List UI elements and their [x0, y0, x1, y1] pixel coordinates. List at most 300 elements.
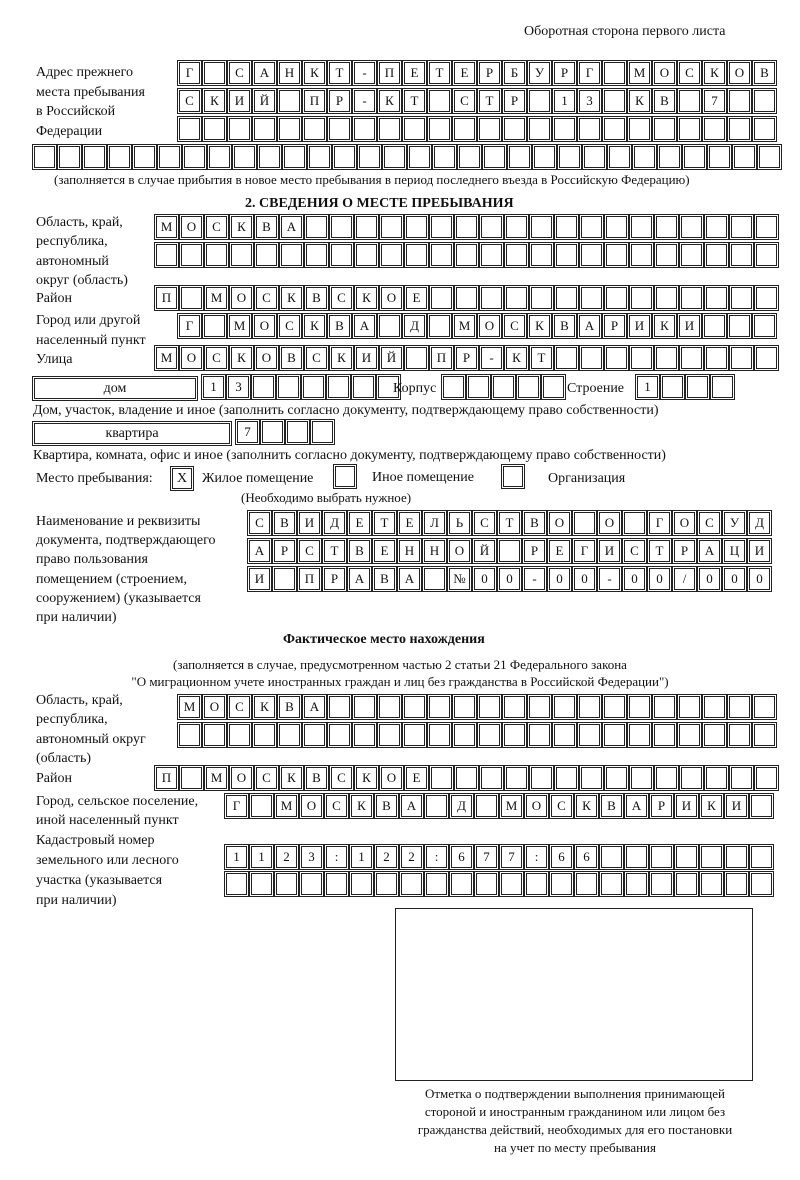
char-cell[interactable]: 0: [649, 568, 670, 590]
char-cell[interactable]: С: [206, 347, 227, 369]
char-cell[interactable]: [706, 287, 727, 309]
char-cell[interactable]: [262, 421, 283, 443]
char-cell[interactable]: [631, 244, 652, 266]
char-cell[interactable]: [701, 873, 722, 895]
char-cell[interactable]: А: [626, 795, 647, 817]
char-cell[interactable]: [181, 767, 202, 789]
char-cell[interactable]: [234, 146, 255, 168]
char-cell[interactable]: [726, 873, 747, 895]
char-cell[interactable]: К: [281, 287, 302, 309]
char-cell[interactable]: С: [504, 315, 525, 337]
char-cell[interactable]: Г: [579, 62, 600, 84]
char-cell[interactable]: А: [349, 568, 370, 590]
char-cell[interactable]: [731, 347, 752, 369]
char-cell[interactable]: [729, 724, 750, 746]
char-cell[interactable]: [454, 118, 475, 140]
char-cell[interactable]: [709, 146, 730, 168]
char-cell[interactable]: :: [326, 846, 347, 868]
char-cell[interactable]: [581, 216, 602, 238]
char-cell[interactable]: Е: [374, 540, 395, 562]
char-cell[interactable]: Л: [424, 512, 445, 534]
char-cell[interactable]: [179, 118, 200, 140]
char-cell[interactable]: [431, 216, 452, 238]
char-cell[interactable]: О: [526, 795, 547, 817]
char-cell[interactable]: К: [231, 347, 252, 369]
char-cell[interactable]: И: [749, 540, 770, 562]
char-cell[interactable]: В: [524, 512, 545, 534]
char-cell[interactable]: [279, 90, 300, 112]
char-cell[interactable]: [401, 873, 422, 895]
char-cell[interactable]: П: [156, 767, 177, 789]
char-cell[interactable]: [328, 376, 349, 398]
char-cell[interactable]: 1: [251, 846, 272, 868]
char-cell[interactable]: С: [249, 512, 270, 534]
char-cell[interactable]: [556, 767, 577, 789]
char-cell[interactable]: Т: [374, 512, 395, 534]
char-cell[interactable]: В: [754, 62, 775, 84]
char-cell[interactable]: С: [326, 795, 347, 817]
char-cell[interactable]: [379, 118, 400, 140]
char-cell[interactable]: Д: [404, 315, 425, 337]
char-cell[interactable]: /: [674, 568, 695, 590]
char-cell[interactable]: О: [674, 512, 695, 534]
char-cell[interactable]: [278, 376, 299, 398]
building-row[interactable]: [636, 376, 736, 400]
char-cell[interactable]: [329, 724, 350, 746]
char-cell[interactable]: К: [356, 767, 377, 789]
char-cell[interactable]: П: [379, 62, 400, 84]
char-cell[interactable]: [751, 873, 772, 895]
char-cell[interactable]: [279, 118, 300, 140]
char-cell[interactable]: [509, 146, 530, 168]
char-cell[interactable]: А: [399, 568, 420, 590]
char-cell[interactable]: С: [306, 347, 327, 369]
char-cell[interactable]: Е: [399, 512, 420, 534]
char-cell[interactable]: [331, 244, 352, 266]
char-cell[interactable]: [456, 216, 477, 238]
char-cell[interactable]: [204, 315, 225, 337]
char-cell[interactable]: [304, 724, 325, 746]
char-cell[interactable]: [429, 118, 450, 140]
char-cell[interactable]: К: [356, 287, 377, 309]
char-cell[interactable]: В: [654, 90, 675, 112]
char-cell[interactable]: [381, 216, 402, 238]
char-cell[interactable]: [656, 767, 677, 789]
char-cell[interactable]: [584, 146, 605, 168]
char-cell[interactable]: Р: [329, 90, 350, 112]
char-cell[interactable]: [759, 146, 780, 168]
char-cell[interactable]: [181, 244, 202, 266]
char-cell[interactable]: [326, 873, 347, 895]
char-cell[interactable]: С: [279, 315, 300, 337]
char-cell[interactable]: [706, 244, 727, 266]
char-cell[interactable]: К: [629, 90, 650, 112]
char-cell[interactable]: №: [449, 568, 470, 590]
char-cell[interactable]: [429, 90, 450, 112]
prev-address-row-1[interactable]: [178, 62, 778, 86]
char-cell[interactable]: [629, 724, 650, 746]
char-cell[interactable]: [554, 118, 575, 140]
char-cell[interactable]: [581, 287, 602, 309]
char-cell[interactable]: С: [256, 287, 277, 309]
char-cell[interactable]: [309, 146, 330, 168]
char-cell[interactable]: К: [281, 767, 302, 789]
char-cell[interactable]: И: [599, 540, 620, 562]
char-cell[interactable]: [376, 873, 397, 895]
char-cell[interactable]: [456, 244, 477, 266]
char-cell[interactable]: [609, 146, 630, 168]
char-cell[interactable]: [481, 287, 502, 309]
char-cell[interactable]: [651, 873, 672, 895]
char-cell[interactable]: С: [624, 540, 645, 562]
char-cell[interactable]: [606, 347, 627, 369]
char-cell[interactable]: [451, 873, 472, 895]
char-cell[interactable]: Т: [404, 90, 425, 112]
char-cell[interactable]: [754, 696, 775, 718]
char-cell[interactable]: [556, 244, 577, 266]
char-cell[interactable]: [379, 315, 400, 337]
char-cell[interactable]: [481, 767, 502, 789]
char-cell[interactable]: [281, 244, 302, 266]
char-cell[interactable]: В: [256, 216, 277, 238]
char-cell[interactable]: [468, 376, 489, 398]
char-cell[interactable]: [306, 244, 327, 266]
doc-row-2[interactable]: [248, 540, 773, 564]
actual-region-row-2[interactable]: [178, 724, 778, 748]
char-cell[interactable]: 6: [551, 846, 572, 868]
char-cell[interactable]: -: [354, 90, 375, 112]
char-cell[interactable]: [526, 873, 547, 895]
char-cell[interactable]: [554, 696, 575, 718]
char-cell[interactable]: В: [374, 568, 395, 590]
char-cell[interactable]: 7: [501, 846, 522, 868]
char-cell[interactable]: [576, 873, 597, 895]
char-cell[interactable]: [574, 512, 595, 534]
char-cell[interactable]: [654, 118, 675, 140]
char-cell[interactable]: Р: [456, 347, 477, 369]
actual-district-row[interactable]: [155, 767, 780, 791]
char-cell[interactable]: [606, 287, 627, 309]
char-cell[interactable]: Т: [324, 540, 345, 562]
char-cell[interactable]: У: [724, 512, 745, 534]
char-cell[interactable]: [624, 512, 645, 534]
char-cell[interactable]: 0: [724, 568, 745, 590]
char-cell[interactable]: [551, 873, 572, 895]
char-cell[interactable]: [479, 696, 500, 718]
char-cell[interactable]: К: [231, 216, 252, 238]
char-cell[interactable]: [426, 873, 447, 895]
char-cell[interactable]: 2: [276, 846, 297, 868]
char-cell[interactable]: [556, 216, 577, 238]
char-cell[interactable]: В: [376, 795, 397, 817]
char-cell[interactable]: К: [529, 315, 550, 337]
char-cell[interactable]: Р: [674, 540, 695, 562]
char-cell[interactable]: [654, 696, 675, 718]
char-cell[interactable]: [629, 118, 650, 140]
char-cell[interactable]: [681, 767, 702, 789]
char-cell[interactable]: [204, 118, 225, 140]
char-cell[interactable]: 2: [376, 846, 397, 868]
char-cell[interactable]: [604, 696, 625, 718]
char-cell[interactable]: [34, 146, 55, 168]
char-cell[interactable]: А: [254, 62, 275, 84]
char-cell[interactable]: [651, 846, 672, 868]
char-cell[interactable]: К: [304, 315, 325, 337]
char-cell[interactable]: [754, 118, 775, 140]
char-cell[interactable]: [259, 146, 280, 168]
char-cell[interactable]: С: [699, 512, 720, 534]
char-cell[interactable]: Й: [474, 540, 495, 562]
char-cell[interactable]: С: [229, 696, 250, 718]
char-cell[interactable]: [529, 118, 550, 140]
char-cell[interactable]: П: [156, 287, 177, 309]
char-cell[interactable]: А: [401, 795, 422, 817]
char-cell[interactable]: О: [654, 62, 675, 84]
char-cell[interactable]: [656, 287, 677, 309]
char-cell[interactable]: 1: [351, 846, 372, 868]
char-cell[interactable]: [604, 62, 625, 84]
char-cell[interactable]: [251, 873, 272, 895]
region-row-2[interactable]: [155, 244, 780, 268]
char-cell[interactable]: [751, 795, 772, 817]
char-cell[interactable]: -: [599, 568, 620, 590]
char-cell[interactable]: [606, 767, 627, 789]
char-cell[interactable]: [729, 696, 750, 718]
char-cell[interactable]: [601, 846, 622, 868]
char-cell[interactable]: [429, 696, 450, 718]
char-cell[interactable]: [726, 846, 747, 868]
char-cell[interactable]: [312, 421, 333, 443]
char-cell[interactable]: А: [579, 315, 600, 337]
char-cell[interactable]: [731, 216, 752, 238]
char-cell[interactable]: Е: [406, 767, 427, 789]
char-cell[interactable]: М: [629, 62, 650, 84]
char-cell[interactable]: Р: [479, 62, 500, 84]
char-cell[interactable]: О: [479, 315, 500, 337]
char-cell[interactable]: [543, 376, 564, 398]
char-cell[interactable]: [406, 216, 427, 238]
char-cell[interactable]: Й: [381, 347, 402, 369]
char-cell[interactable]: [756, 244, 777, 266]
char-cell[interactable]: [426, 795, 447, 817]
char-cell[interactable]: В: [349, 540, 370, 562]
char-cell[interactable]: [684, 146, 705, 168]
char-cell[interactable]: Р: [274, 540, 295, 562]
char-cell[interactable]: [706, 767, 727, 789]
char-cell[interactable]: [431, 767, 452, 789]
char-cell[interactable]: [287, 421, 308, 443]
char-cell[interactable]: [604, 90, 625, 112]
char-cell[interactable]: [226, 873, 247, 895]
char-cell[interactable]: 0: [749, 568, 770, 590]
char-cell[interactable]: К: [576, 795, 597, 817]
char-cell[interactable]: [404, 118, 425, 140]
char-cell[interactable]: [754, 90, 775, 112]
char-cell[interactable]: А: [281, 216, 302, 238]
char-cell[interactable]: 6: [451, 846, 472, 868]
char-cell[interactable]: [59, 146, 80, 168]
city-row[interactable]: [178, 315, 778, 339]
char-cell[interactable]: [381, 244, 402, 266]
char-cell[interactable]: 1: [554, 90, 575, 112]
char-cell[interactable]: [706, 216, 727, 238]
char-cell[interactable]: [559, 146, 580, 168]
char-cell[interactable]: У: [529, 62, 550, 84]
char-cell[interactable]: [329, 696, 350, 718]
char-cell[interactable]: М: [229, 315, 250, 337]
char-cell[interactable]: С: [454, 90, 475, 112]
char-cell[interactable]: С: [551, 795, 572, 817]
char-cell[interactable]: [279, 724, 300, 746]
char-cell[interactable]: [354, 696, 375, 718]
char-cell[interactable]: [506, 216, 527, 238]
char-cell[interactable]: О: [449, 540, 470, 562]
char-cell[interactable]: [679, 696, 700, 718]
char-cell[interactable]: 7: [237, 421, 258, 443]
char-cell[interactable]: С: [256, 767, 277, 789]
char-cell[interactable]: [601, 873, 622, 895]
char-cell[interactable]: [581, 347, 602, 369]
char-cell[interactable]: [379, 696, 400, 718]
char-cell[interactable]: [581, 767, 602, 789]
char-cell[interactable]: [429, 724, 450, 746]
char-cell[interactable]: Г: [226, 795, 247, 817]
char-cell[interactable]: [656, 244, 677, 266]
char-cell[interactable]: 1: [226, 846, 247, 868]
char-cell[interactable]: [459, 146, 480, 168]
char-cell[interactable]: В: [601, 795, 622, 817]
char-cell[interactable]: [629, 696, 650, 718]
char-cell[interactable]: Р: [651, 795, 672, 817]
char-cell[interactable]: [181, 287, 202, 309]
char-cell[interactable]: В: [274, 512, 295, 534]
char-cell[interactable]: 0: [474, 568, 495, 590]
char-cell[interactable]: [476, 795, 497, 817]
char-cell[interactable]: [179, 724, 200, 746]
char-cell[interactable]: М: [156, 347, 177, 369]
char-cell[interactable]: Т: [429, 62, 450, 84]
char-cell[interactable]: [479, 118, 500, 140]
district-row[interactable]: [155, 287, 780, 311]
char-cell[interactable]: 0: [574, 568, 595, 590]
char-cell[interactable]: [556, 287, 577, 309]
char-cell[interactable]: [434, 146, 455, 168]
char-cell[interactable]: И: [356, 347, 377, 369]
char-cell[interactable]: [456, 767, 477, 789]
char-cell[interactable]: [712, 376, 733, 398]
char-cell[interactable]: 0: [549, 568, 570, 590]
char-cell[interactable]: :: [526, 846, 547, 868]
char-cell[interactable]: [529, 696, 550, 718]
char-cell[interactable]: М: [179, 696, 200, 718]
char-cell[interactable]: [531, 767, 552, 789]
char-cell[interactable]: [431, 244, 452, 266]
char-cell[interactable]: О: [181, 216, 202, 238]
char-cell[interactable]: [379, 724, 400, 746]
char-cell[interactable]: [454, 696, 475, 718]
char-cell[interactable]: [476, 873, 497, 895]
char-cell[interactable]: В: [554, 315, 575, 337]
char-cell[interactable]: С: [206, 216, 227, 238]
char-cell[interactable]: Т: [479, 90, 500, 112]
char-cell[interactable]: [756, 287, 777, 309]
char-cell[interactable]: [729, 118, 750, 140]
char-cell[interactable]: 6: [576, 846, 597, 868]
char-cell[interactable]: [209, 146, 230, 168]
char-cell[interactable]: [156, 244, 177, 266]
place-checkbox-other[interactable]: [335, 466, 355, 487]
char-cell[interactable]: Г: [574, 540, 595, 562]
char-cell[interactable]: [581, 244, 602, 266]
char-cell[interactable]: [204, 724, 225, 746]
char-cell[interactable]: [531, 287, 552, 309]
char-cell[interactable]: [406, 244, 427, 266]
char-cell[interactable]: [731, 244, 752, 266]
char-cell[interactable]: [631, 347, 652, 369]
char-cell[interactable]: [659, 146, 680, 168]
char-cell[interactable]: [704, 315, 725, 337]
char-cell[interactable]: А: [249, 540, 270, 562]
char-cell[interactable]: [529, 90, 550, 112]
char-cell[interactable]: [504, 118, 525, 140]
char-cell[interactable]: [354, 724, 375, 746]
char-cell[interactable]: [506, 287, 527, 309]
char-cell[interactable]: [256, 244, 277, 266]
char-cell[interactable]: Р: [324, 568, 345, 590]
char-cell[interactable]: [679, 724, 700, 746]
char-cell[interactable]: [351, 873, 372, 895]
char-cell[interactable]: [501, 873, 522, 895]
char-cell[interactable]: [704, 696, 725, 718]
char-cell[interactable]: -: [354, 62, 375, 84]
char-cell[interactable]: [681, 347, 702, 369]
char-cell[interactable]: М: [501, 795, 522, 817]
char-cell[interactable]: [301, 873, 322, 895]
char-cell[interactable]: Р: [554, 62, 575, 84]
char-cell[interactable]: К: [351, 795, 372, 817]
char-cell[interactable]: [84, 146, 105, 168]
char-cell[interactable]: [731, 767, 752, 789]
char-cell[interactable]: [634, 146, 655, 168]
char-cell[interactable]: А: [354, 315, 375, 337]
prev-address-row-2[interactable]: [178, 90, 778, 114]
char-cell[interactable]: К: [379, 90, 400, 112]
char-cell[interactable]: [493, 376, 514, 398]
char-cell[interactable]: И: [726, 795, 747, 817]
char-cell[interactable]: [431, 287, 452, 309]
char-cell[interactable]: [626, 873, 647, 895]
char-cell[interactable]: М: [206, 287, 227, 309]
char-cell[interactable]: [604, 118, 625, 140]
prev-address-row-3[interactable]: [178, 118, 778, 142]
char-cell[interactable]: [229, 724, 250, 746]
char-cell[interactable]: С: [331, 287, 352, 309]
char-cell[interactable]: Т: [649, 540, 670, 562]
prev-address-row-4[interactable]: [33, 146, 783, 170]
place-checkbox-residential[interactable]: X: [172, 468, 192, 489]
char-cell[interactable]: [531, 244, 552, 266]
char-cell[interactable]: -: [524, 568, 545, 590]
char-cell[interactable]: 0: [699, 568, 720, 590]
char-cell[interactable]: С: [474, 512, 495, 534]
char-cell[interactable]: [579, 724, 600, 746]
char-cell[interactable]: [656, 347, 677, 369]
char-cell[interactable]: К: [701, 795, 722, 817]
char-cell[interactable]: [229, 118, 250, 140]
char-cell[interactable]: Т: [329, 62, 350, 84]
char-cell[interactable]: Й: [254, 90, 275, 112]
char-cell[interactable]: [631, 767, 652, 789]
